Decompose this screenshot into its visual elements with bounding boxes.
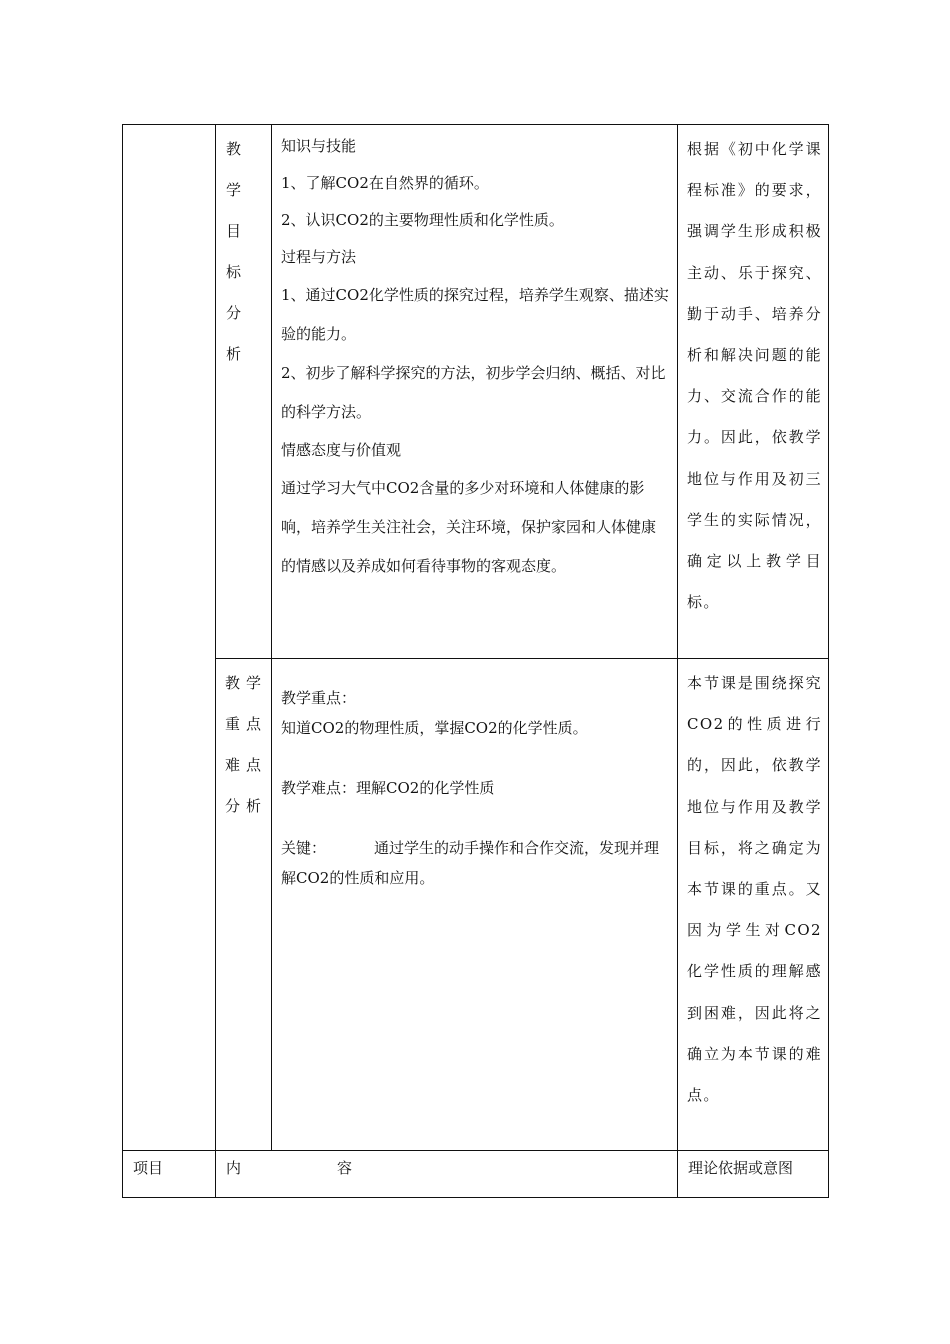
project-cell-empty <box>123 125 216 1151</box>
objectives-label-char: 学 <box>226 181 242 199</box>
objective-item: 2、初步了解科学探究的方法，初步学会归纳、概括、对比的科学方法。 <box>281 364 666 421</box>
key-points-label-line: 难点 <box>225 756 268 774</box>
footer-content-cell <box>216 1151 678 1198</box>
objectives-rationale-text: 根据《初中化学课程标准》的要求，强调学生形成积极主动、乐于探究、勤于动手、培养分析和解决问题的能力、交流合作的能力。因此，依教学地位与作用及初三学生的实际情况，确定以上教学目标。 <box>687 140 822 612</box>
objective-item: 1、了解CO2在自然界的循环。 <box>281 174 489 192</box>
lesson-plan-table <box>122 124 829 1198</box>
key-points-label-line: 分析 <box>225 797 268 815</box>
key-point-label: 教学重点： <box>281 689 357 707</box>
key-points-rationale-text: 本节课是围绕探究CO2的性质进行的，因此，依教学地位与作用及教学目标，将之确定为本节课的重点。又因为学生对CO2化学性质的理解感到困难，因此将之确立为本节课的难点。 <box>687 674 822 1105</box>
objectives-label-cell <box>216 125 272 659</box>
key-points-label-line: 教学 <box>225 674 268 692</box>
objectives-rationale-cell <box>678 125 829 659</box>
footer-rationale-label: 理论依据或意图 <box>688 1159 794 1177</box>
footer-content-label-a: 内 <box>226 1159 242 1177</box>
key-points-label-cell <box>216 659 272 1151</box>
objectives-row <box>123 125 829 659</box>
attitude-heading: 情感态度与价值观 <box>281 441 402 459</box>
header-footer-row <box>123 1151 829 1198</box>
key-points-content-cell <box>272 659 678 1151</box>
footer-project-cell <box>123 1151 216 1198</box>
crux-paragraph <box>281 833 669 893</box>
objectives-label-char: 分 <box>226 304 242 322</box>
key-points-row <box>123 659 829 1151</box>
objectives-label-char: 析 <box>226 345 242 363</box>
key-point-text: 知道CO2的物理性质，掌握CO2的化学性质。 <box>281 719 588 737</box>
objectives-content-cell <box>272 125 678 659</box>
difficulty-text: 教学难点：理解CO2的化学性质 <box>281 779 495 797</box>
objectives-label-char: 教 <box>226 140 242 158</box>
objective-item: 2、认识CO2的主要物理性质和化学性质。 <box>281 211 564 229</box>
crux-text: 通过学生的动手操作和合作交流，发现并理解CO2的性质和应用。 <box>281 839 660 887</box>
key-points-rationale-cell <box>678 659 829 1151</box>
process-heading: 过程与方法 <box>281 248 357 266</box>
knowledge-heading: 知识与技能 <box>281 137 357 155</box>
crux-label: 关键： <box>281 839 327 857</box>
objective-item: 通过学习大气中CO2含量的多少对环境和人体健康的影响，培养学生关注社会，关注环境，保护家园和人体健康的情感以及养成如何看待事物的客观态度。 <box>281 479 657 575</box>
footer-content-label-b: 容 <box>337 1159 353 1177</box>
footer-project-label: 项目 <box>133 1159 164 1177</box>
objectives-label-char: 标 <box>226 263 242 281</box>
objective-item: 1、通过CO2化学性质的探究过程，培养学生观察、描述实验的能力。 <box>281 286 669 343</box>
footer-rationale-cell <box>678 1151 829 1198</box>
key-points-label-line: 重点 <box>225 715 268 733</box>
objectives-label-char: 目 <box>226 222 242 240</box>
